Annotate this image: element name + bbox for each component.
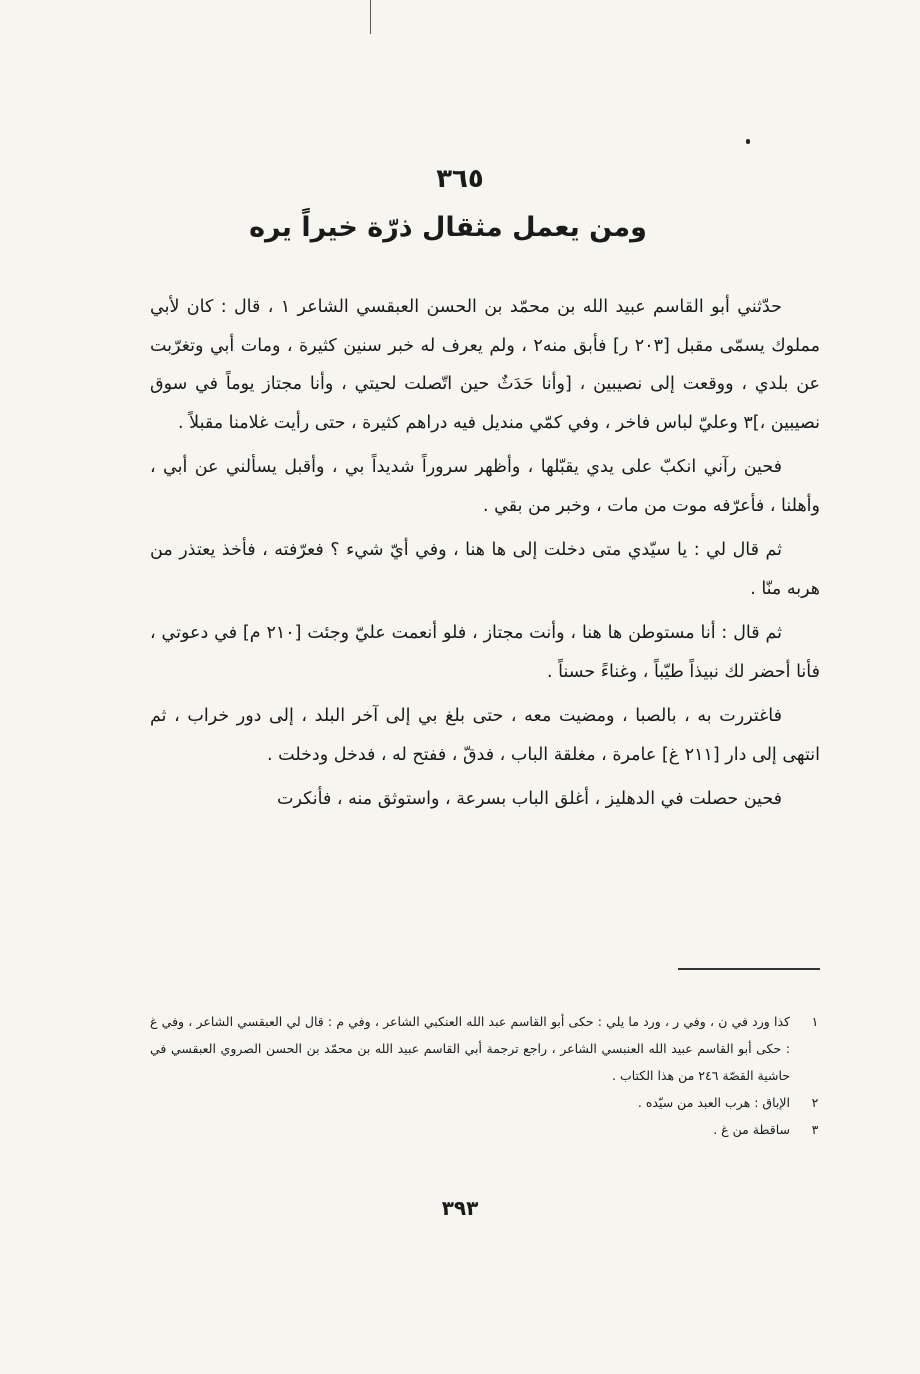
paragraph: ثم قال لي : يا سيّدي متى دخلت إلى ها هنا ، وفي أيّ شيء ؟ فعرّفته ، فأخذ يعتذر من هربه منّا .: [150, 540, 820, 599]
paragraph: فحين حصلت في الدهليز ، أغلق الباب بسرعة ، واستوثق منه ، فأنكرت: [276, 789, 782, 809]
footnotes: [150, 1008, 822, 1143]
footnote: [150, 1116, 822, 1143]
paragraph: فحين رآني انكبّ على يدي يقبّلها ، وأظهر سروراً شديداً بي ، وأقبل يسألني عن أبي ، وأهلنا ، فأعرّفه موت من مات ، وخبر من بقي .: [150, 457, 820, 516]
story-number: ٣٦٥: [436, 164, 484, 194]
footnote-number: ١: [811, 1014, 819, 1029]
footnote: [150, 1008, 822, 1089]
footnote-divider: [678, 968, 820, 970]
footnote-number: ٢: [811, 1095, 819, 1110]
paragraph: حدّثني أبو القاسم عبيد الله بن محمّد بن الحسن العبقسي الشاعر ١ ، قال : كان لأبي مملوك يسمّى مقبل [٢٠٣ ر] فأبق منه٢ ، ولم يعرف له خبر سنين كثيرة ، ومات أبي وتغرّبت عن بلدي ، ووقعت إلى نصيبين ، [وأنا حَدَثٌ حين اتّصلت لحيتي ، وأنا مجتاز يوماً في سوق نصيبين ،]٣ وعليّ لباس فاخر ، وفي كمّي منديل فيه دراهم كثيرة ، حتى رأيت غلامنا مقبلاً .: [150, 297, 821, 433]
footnote: [150, 1089, 822, 1116]
footnote-text: الإباق : هرب العبد من سيّده .: [637, 1095, 790, 1110]
footnote-text: كذا ورد في ن ، وفي ر ، ورد ما يلي : حكى أبو القاسم عبد الله العنكبي الشاعر ، وفي م : قال لي العبقسي الشاعر ، وفي غ : حكى أبو القاسم عبيد الله العنبسي الشاعر ، راجع ترجمة أبي القاسم عبيد الله بن محمّد بن الحسن الصروي العبقسي في حاشية القصّة ٢٤٦ من هذا الكتاب .: [150, 1014, 790, 1083]
footnote-text: ساقطة من غ .: [713, 1122, 790, 1137]
main-text: [150, 288, 820, 825]
footnote-number: ٣: [811, 1122, 819, 1137]
scan-mark: [370, 0, 371, 34]
page-number: ٣٩٣: [441, 1196, 479, 1220]
paragraph: فاغتررت به ، بالصبا ، ومضيت معه ، حتى بلغ بي إلى آخر البلد ، إلى دور خراب ، ثم انتهى إلى دار [٢١١ غ] عامرة ، مغلقة الباب ، فدقّ ، ففتح له ، فدخل ودخلت .: [150, 706, 820, 765]
story-title: ومن يعمل مثقال ذرّة خيراً يره: [249, 212, 647, 243]
scan-speck: [746, 139, 750, 144]
paragraph: ثم قال : أنا مستوطن ها هنا ، وأنت مجتاز ، فلو أنعمت عليّ وجئت [٢١٠ م] في دعوتي ، فأنا أحضر لك نبيذاً طيّباً ، وغناءً حسناً .: [150, 623, 820, 682]
